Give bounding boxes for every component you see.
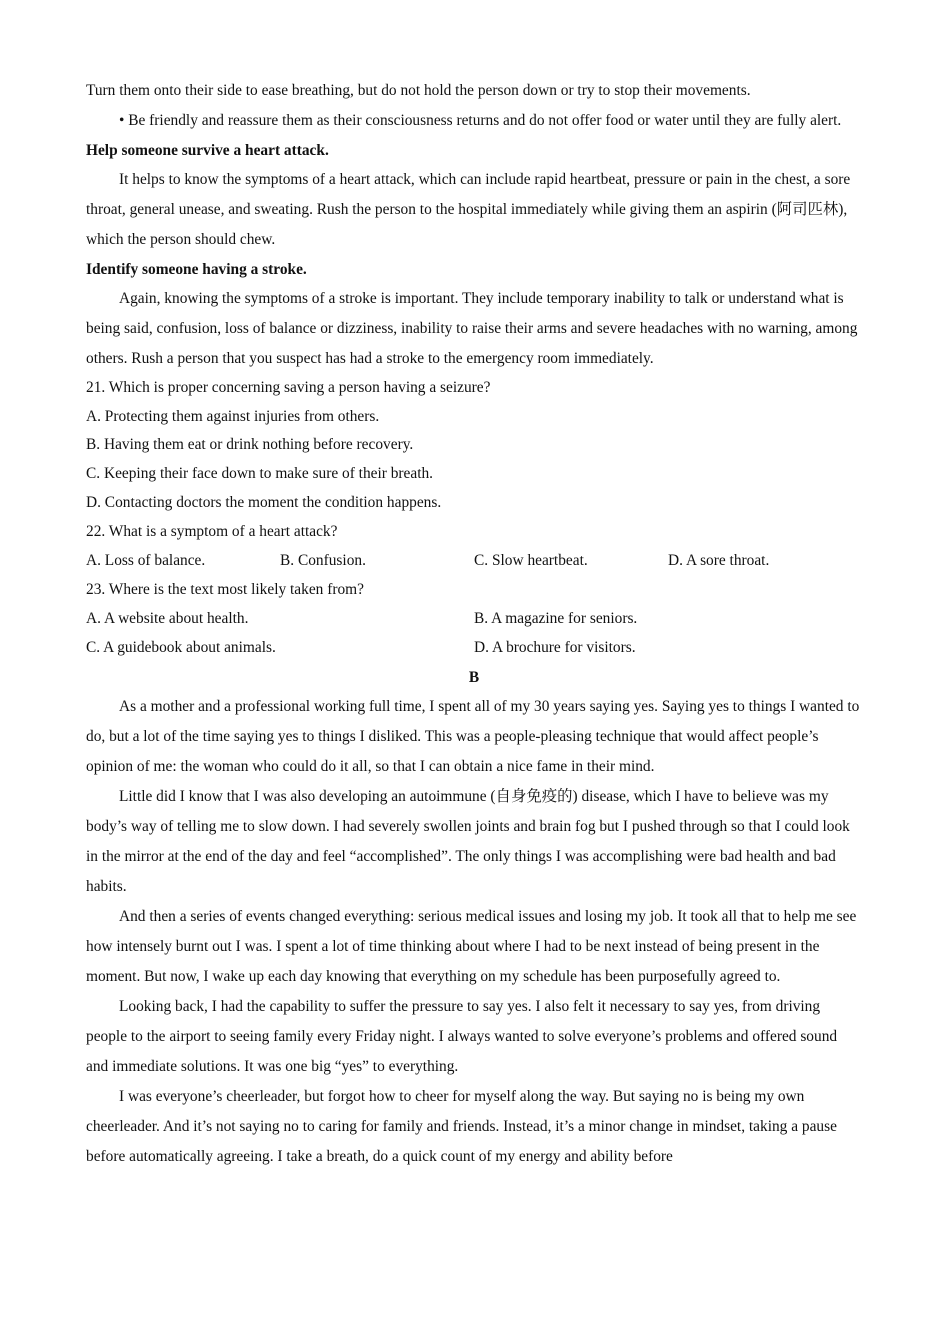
- heart-attack-heading: Help someone survive a heart attack.: [86, 141, 329, 159]
- question-stem: 22. What is a symptom of a heart attack?: [86, 523, 338, 541]
- option-d: D. A sore throat.: [668, 552, 770, 570]
- option-a: A. A website about health.: [86, 609, 249, 627]
- passage-b-paragraph: And then a series of events changed everything: serious medical issues and losing my job. It took all that to help me see how intensely burnt out I was. I spent a lot of time thinking about where I had to be next instead of being present in the moment. But now, I wake up each day knowing that everything on my schedule has been purposefully agreed to.: [86, 907, 857, 985]
- seizure-bullet: • Be friendly and reassure them as their consciousness returns and do not offer food or water until they are fully alert.: [119, 111, 842, 129]
- passage-b-paragraph: As a mother and a professional working full time, I spent all of my 30 years saying yes. Saying yes to things I wanted to do, but a lot of the time saying yes to things I disliked. This was a people-pleasing technique that would affect people’s opinion of me: the woman who could do it all, so that I can obtain a nice fame in their mind.: [86, 697, 860, 775]
- option-d: D. Contacting doctors the moment the condition happens.: [86, 494, 442, 512]
- question-21: [86, 374, 862, 519]
- option-a: A. Protecting them against injuries from others.: [86, 407, 380, 425]
- question-stem: 23. Where is the text most likely taken from?: [86, 580, 364, 598]
- question-22: [86, 518, 862, 576]
- seizure-instruction-tail: Turn them onto their side to ease breathing, but do not hold the person down or try to stop their movements.: [86, 82, 751, 99]
- option-c: C. A guidebook about animals.: [86, 638, 276, 656]
- passage-b-paragraph: Looking back, I had the capability to suffer the pressure to say yes. I also felt it necessary to say yes, from driving people to the airport to seeing family every Friday night. I always wanted to solve everyone’s problems and offered sound and immediate solutions. It was one big “yes” to everything.: [86, 997, 838, 1075]
- heart-attack-paragraph: It helps to know the symptoms of a heart attack, which can include rapid heartbeat, pressure or pain in the chest, a sore throat, general unease, and sweating. Rush the person to the hospital immediately while giving them an aspirin (阿司匹林), which the person should chew.: [86, 170, 851, 248]
- option-d: D. A brochure for visitors.: [474, 638, 636, 656]
- option-c: C. Keeping their face down to make sure of their breath.: [86, 465, 434, 483]
- options-row-2: [86, 634, 862, 663]
- passage-b-paragraph: I was everyone’s cheerleader, but forgot how to cheer for myself along the way. But saying no is being my own cheerleader. And it’s not saying no to caring for family and friends. Instead, it’s a minor change in mindset, taking a pause before automatically agreeing. I take a breath, do a quick count of my energy and ability before: [86, 1087, 837, 1165]
- stroke-paragraph: Again, knowing the symptoms of a stroke is important. They include temporary inability to talk or understand what is being said, confusion, loss of balance or dizziness, inability to raise their arms and severe headaches with no warning, among others. Rush a person that you suspect has had a stroke to the emergency room immediately.: [86, 289, 858, 367]
- options-row: [86, 547, 862, 576]
- passage-b-paragraph: Little did I know that I was also developing an autoimmune (自身免疫的) disease, which I have to believe was my body’s way of telling me to slow down. I had severely swollen joints and brain fog but I pushed through so that I could look in the mirror at the end of the day and feel “accomplished”. The only things I was accomplishing were bad health and bad habits.: [86, 787, 850, 895]
- option-b: B. A magazine for seniors.: [474, 609, 638, 627]
- section-b-heading: B: [468, 668, 480, 686]
- stroke-heading: Identify someone having a stroke.: [86, 260, 307, 278]
- question-23: [86, 576, 862, 663]
- option-b: B. Confusion.: [280, 552, 366, 570]
- option-b: B. Having them eat or drink nothing before recovery.: [86, 436, 414, 454]
- options-row-1: [86, 605, 862, 634]
- option-a: A. Loss of balance.: [86, 552, 206, 570]
- document-page: [86, 76, 862, 1172]
- option-c: C. Slow heartbeat.: [474, 552, 588, 570]
- question-stem: 21. Which is proper concerning saving a person having a seizure?: [86, 378, 491, 396]
